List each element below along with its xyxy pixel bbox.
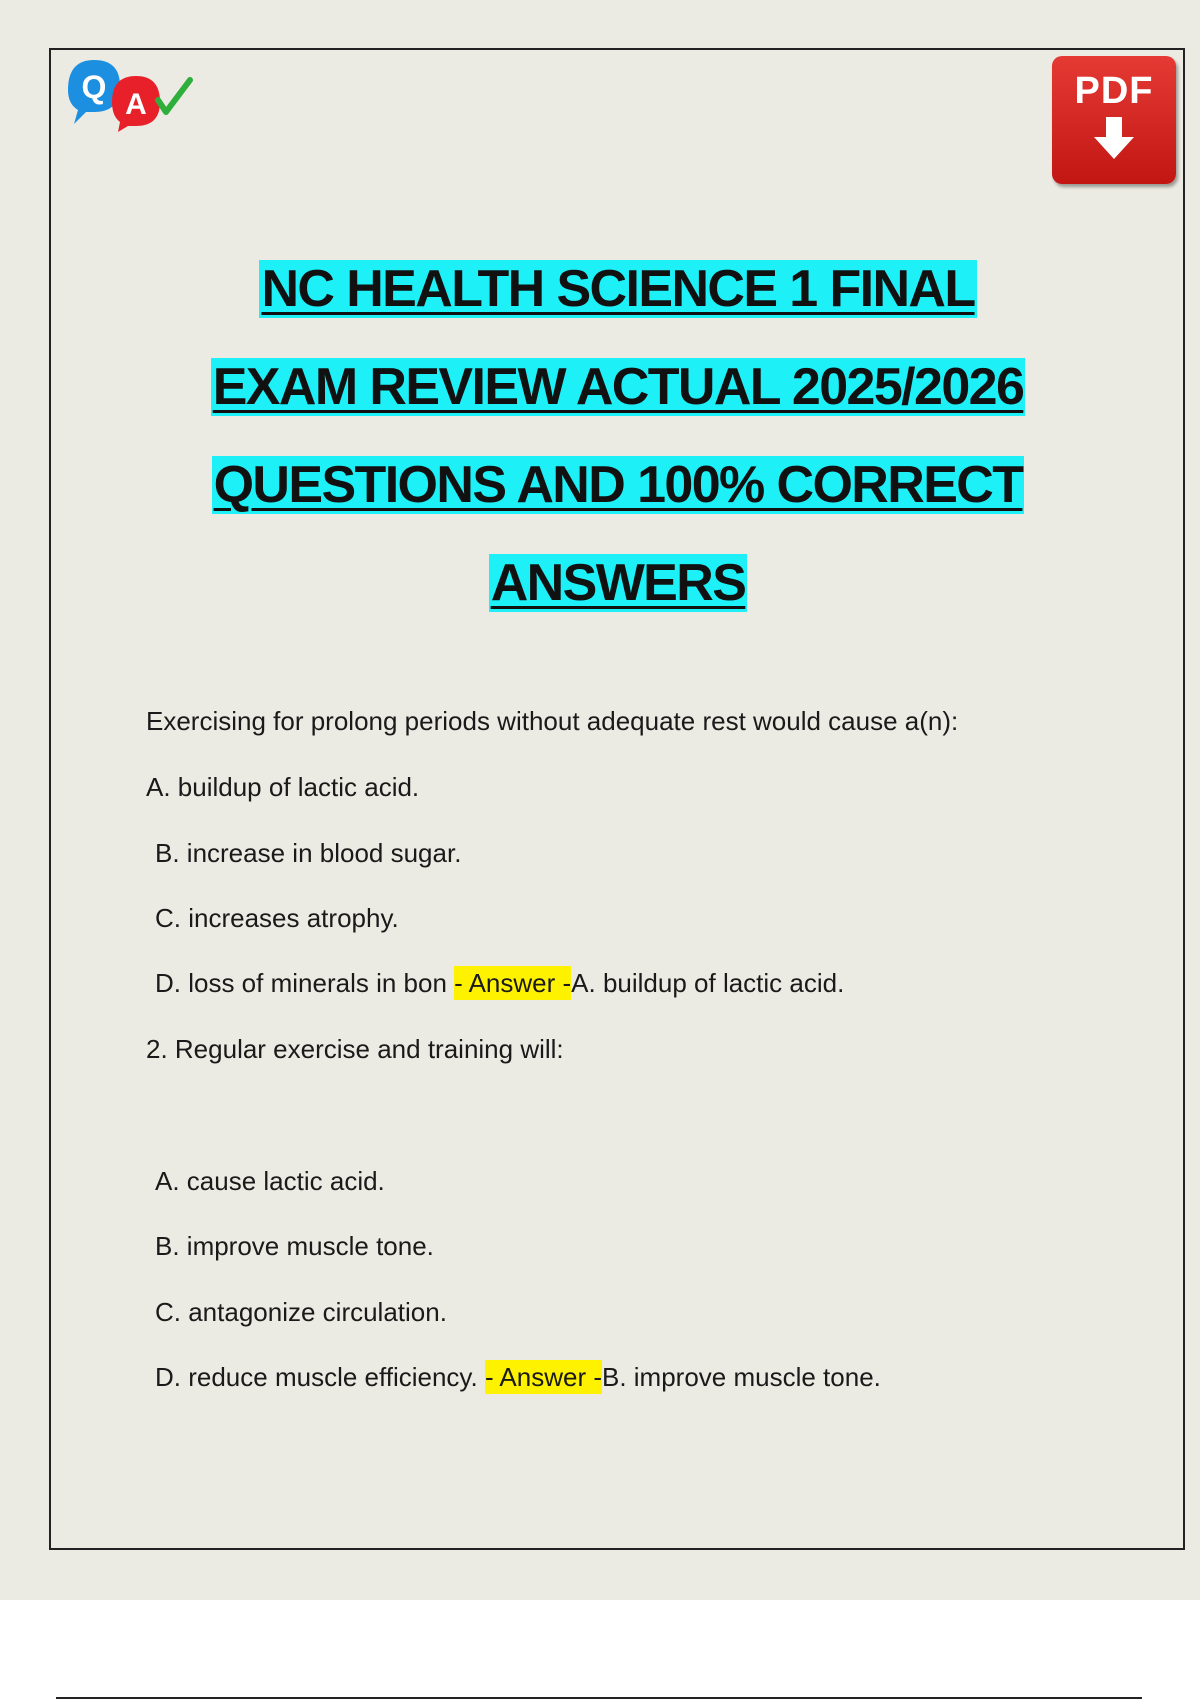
question-2-option-c: C. antagonize circulation. xyxy=(155,1297,447,1327)
title-line-2: EXAM REVIEW ACTUAL 2025/2026 xyxy=(212,358,1024,416)
question-1-option-a: A. buildup of lactic acid. xyxy=(146,772,420,802)
question-2-answer: B. improve muscle tone. xyxy=(601,1362,881,1392)
pdf-label: PDF xyxy=(1074,70,1154,112)
title-line-3: QUESTIONS AND 100% CORRECT xyxy=(213,456,1023,514)
question-1-option-d-line xyxy=(155,968,844,999)
question-2-prompt: 2. Regular exercise and training will: xyxy=(146,1034,564,1064)
question-2-option-d: D. reduce muscle efficiency. xyxy=(155,1362,485,1392)
question-1-option-b: B. increase in blood sugar. xyxy=(155,838,462,868)
question-1-answer: A. buildup of lactic acid. xyxy=(571,968,845,998)
question-1-option-d: D. loss of minerals in bon xyxy=(155,968,455,998)
question-2-answer-label: - Answer - xyxy=(484,1362,602,1392)
title-line-1: NC HEALTH SCIENCE 1 FINAL xyxy=(261,260,975,318)
question-1-prompt: Exercising for prolong periods without adequate rest would cause a(n): xyxy=(146,706,959,736)
document-title xyxy=(60,240,1176,632)
question-1-answer-label: - Answer - xyxy=(454,968,572,998)
footer-divider xyxy=(56,1697,1142,1699)
pdf-download-badge[interactable] xyxy=(1052,56,1176,184)
question-2-option-d-line xyxy=(155,1362,881,1393)
qa-check-logo-icon xyxy=(66,56,196,132)
logo-q-letter: Q xyxy=(81,69,107,105)
logo-a-letter: A xyxy=(125,88,147,121)
pdf-download-icon xyxy=(1092,115,1136,161)
question-2-option-a: A. cause lactic acid. xyxy=(155,1166,385,1196)
title-line-4: ANSWERS xyxy=(490,554,746,612)
question-2-option-b: B. improve muscle tone. xyxy=(155,1231,434,1261)
question-1-option-c: C. increases atrophy. xyxy=(155,903,399,933)
